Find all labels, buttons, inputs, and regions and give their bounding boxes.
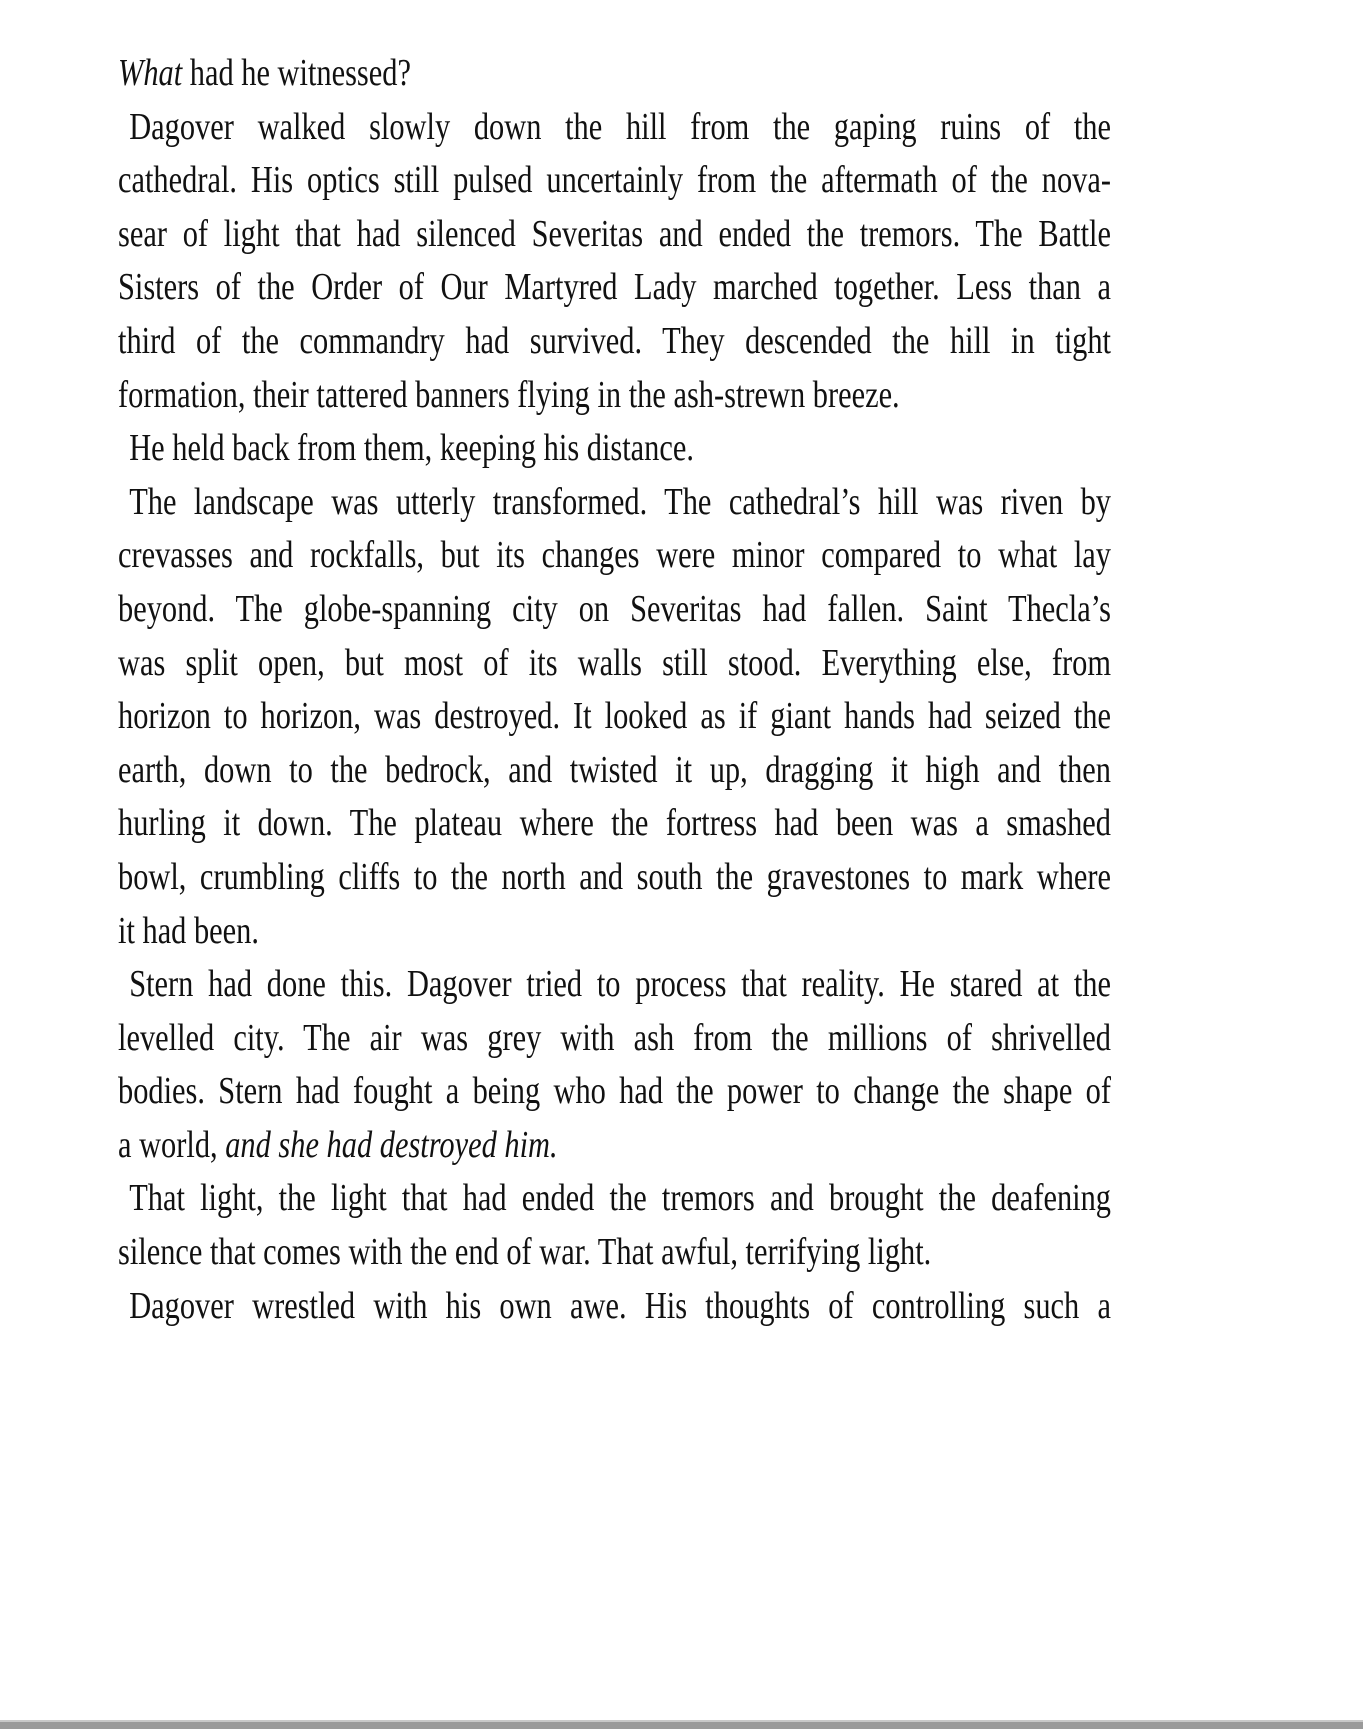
text-line — [118, 369, 1111, 423]
text-line-content — [118, 101, 1111, 155]
text-line — [118, 583, 1111, 637]
text-line — [118, 690, 1111, 744]
text-line — [118, 1172, 1111, 1226]
text-segment: crevasses and rockfalls, but its changes were minor compared to what lay — [118, 534, 1111, 577]
italic-text: What — [118, 52, 183, 94]
text-line — [118, 797, 1111, 851]
text-segment: Dagover walked slowly down the hill from the gaping ruins of the — [129, 105, 1111, 148]
text-line-content — [118, 1012, 1111, 1066]
text-segment: The landscape was utterly transformed. The cathedral’s hill was riven by — [129, 480, 1111, 523]
text-segment: Sisters of the Order of Our Martyred Lady marched together. Less than a — [118, 266, 1111, 309]
text-segment: silence that comes with the end of war. That awful, terrifying light. — [118, 1231, 932, 1274]
text-segment: third of the commandry had survived. They descended the hill in tight — [118, 319, 1111, 362]
text-line — [118, 1012, 1111, 1066]
text-segment: levelled city. The air was grey with ash from the millions of shrivelled — [118, 1016, 1111, 1059]
text-line — [118, 208, 1111, 262]
text-segment: was split open, but most of its walls still stood. Everything else, from — [118, 641, 1111, 684]
text-line-content — [118, 637, 1111, 691]
text-line — [118, 154, 1111, 208]
italic-text: and she had destroyed him. — [225, 1123, 558, 1166]
text-line-content — [118, 369, 900, 423]
text-line-content — [118, 690, 1111, 744]
text-segment: Stern had done this. Dagover tried to process that reality. He stared at the — [129, 963, 1111, 1006]
text-segment: earth, down to the bedrock, and twisted it up, dragging it high and then — [118, 748, 1111, 791]
text-segment: formation, their tattered banners flying in the ash-strewn breeze. — [118, 373, 900, 416]
text-line — [118, 422, 1111, 476]
text-line — [118, 47, 1111, 101]
text-line — [118, 101, 1111, 155]
text-line-content — [118, 1172, 1111, 1226]
text-segment: bodies. Stern had fought a being who had the power to change the shape of — [118, 1070, 1111, 1113]
text-line — [118, 1226, 1111, 1280]
text-segment: hurling it down. The plateau where the fortress had been was a smashed — [118, 802, 1111, 845]
text-segment: sear of light that had silenced Severitas and ended the tremors. The Battle — [118, 212, 1111, 255]
text-segment: That light, the light that had ended the tremors and brought the deafening — [129, 1177, 1111, 1220]
text-line-content — [118, 905, 259, 959]
text-line-content — [118, 315, 1111, 369]
text-line — [118, 905, 1111, 959]
text-segment: it had been. — [118, 909, 259, 952]
text-segment: a world, — [118, 1123, 226, 1166]
text-line-content — [118, 1226, 931, 1280]
text-line — [118, 637, 1111, 691]
text-line-content — [118, 47, 411, 101]
text-line-content — [118, 583, 1111, 637]
text-segment: Dagover wrestled with his own awe. His thoughts of controlling such a — [129, 1284, 1111, 1327]
text-line — [118, 1280, 1111, 1334]
text-line — [118, 958, 1111, 1012]
text-line — [118, 476, 1111, 530]
text-segment: He held back from them, keeping his distance. — [129, 427, 694, 470]
text-segment: bowl, crumbling cliffs to the north and south the gravestones to mark where — [118, 855, 1111, 898]
text-line-content — [118, 1280, 1111, 1334]
text-line — [118, 1119, 1111, 1173]
text-line-content — [118, 1119, 558, 1173]
text-line — [118, 529, 1111, 583]
text-segment: cathedral. His optics still pulsed uncertainly from the aftermath of the nova- — [118, 159, 1111, 202]
text-line — [118, 1065, 1111, 1119]
text-line-content — [118, 154, 1111, 208]
text-line-content — [118, 1065, 1111, 1119]
text-line — [118, 851, 1111, 905]
text-line-content — [118, 958, 1111, 1012]
text-line — [118, 315, 1111, 369]
bottom-scrollbar-edge — [0, 1720, 1363, 1729]
text-line-content — [118, 744, 1111, 798]
text-line-content — [118, 208, 1111, 262]
text-line-content — [118, 422, 694, 476]
text-line — [118, 261, 1111, 315]
text-segment: horizon to horizon, was destroyed. It looked as if giant hands had seized the — [118, 695, 1111, 738]
text-line-content — [118, 529, 1111, 583]
document-page — [118, 47, 1111, 1333]
text-line-content — [118, 851, 1111, 905]
text-line-content — [118, 476, 1111, 530]
text-line — [118, 744, 1111, 798]
text-segment: beyond. The globe-spanning city on Severitas had fallen. Saint Thecla’s — [118, 587, 1111, 630]
text-line-content — [118, 261, 1111, 315]
text-segment: had he witnessed? — [182, 52, 411, 94]
text-line-content — [118, 797, 1111, 851]
